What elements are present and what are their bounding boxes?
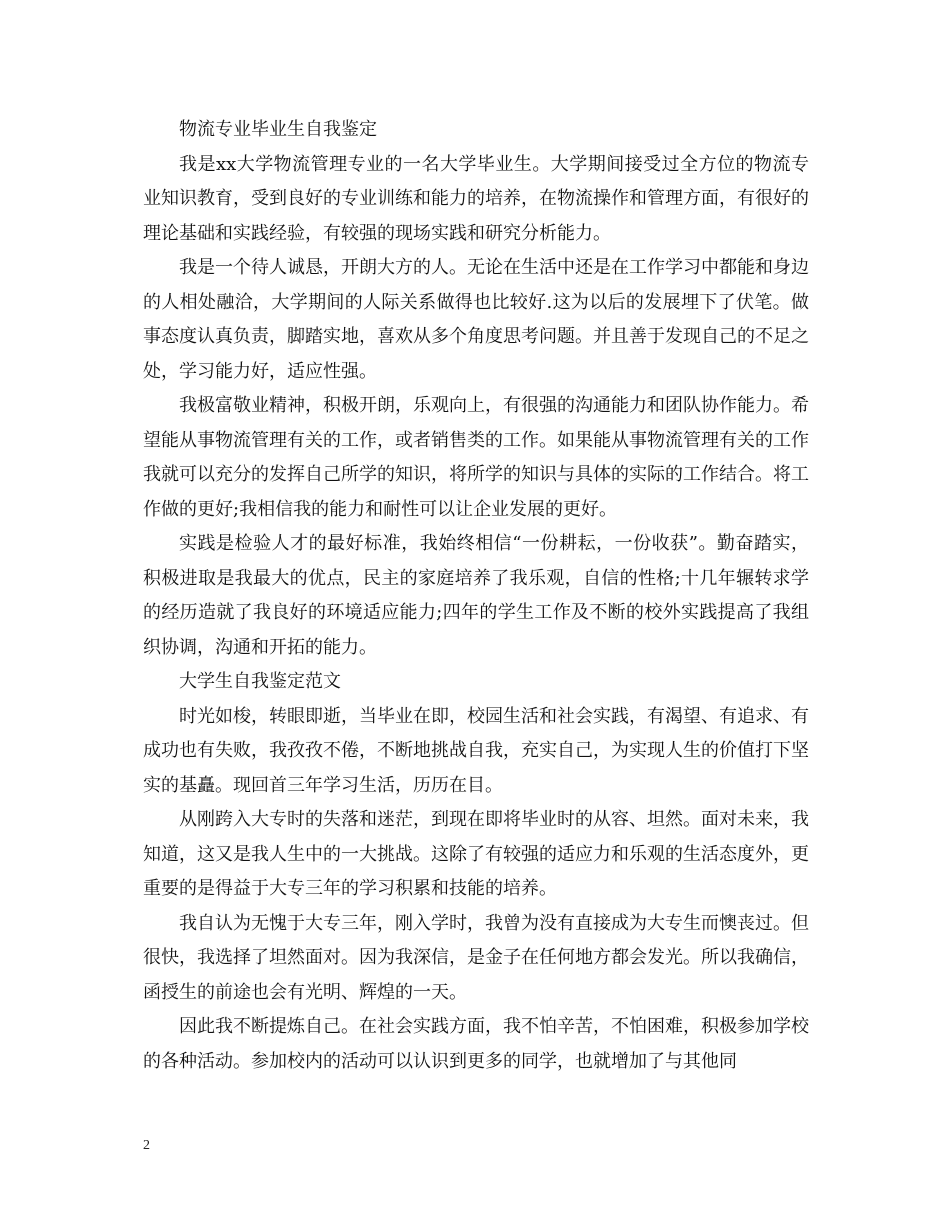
page-number: 2 <box>143 1138 150 1153</box>
paragraph: 因此我不断提炼自己。在社会实践方面，我不怕辛苦，不怕困难，积极参加学校的各种活动。参加校内的活动可以认识到更多的同学，也就增加了与其他同 <box>143 1016 809 1072</box>
document-body <box>143 113 809 1079</box>
paragraph: 我是xx大学物流管理专业的一名大学毕业生。大学期间接受过全方位的物流专业知识教育，受到良好的专业训练和能力的培养，在物流操作和管理方面，有很好的理论基础和实践经验，有较强的现场实践和研究分析能力。 <box>143 153 809 244</box>
paragraph: 实践是检验人才的最好标准，我始终相信“一份耕耘，一份收获”。勤奋踏实，积极进取是我最大的优点，民主的家庭培养了我乐观，自信的性格;十几年辗转求学的经历造就了我良好的环境适应能力;四年的学生工作及不断的校外实践提高了我组织协调，沟通和开拓的能力。 <box>143 533 809 658</box>
paragraph: 我自认为无愧于大专三年，刚入学时，我曾为没有直接成为大专生而懊丧过。但很快，我选择了坦然面对。因为我深信，是金子在任何地方都会发光。所以我确信，函授生的前途也会有光明、辉煌的一天。 <box>143 912 809 1003</box>
paragraph: 我极富敬业精神，积极开朗，乐观向上，有很强的沟通能力和团队协作能力。希望能从事物流管理有关的工作，或者销售类的工作。如果能从事物流管理有关的工作我就可以充分的发挥自己所学的知识，将所学的知识与具体的实际的工作结合。将工作做的更好;我相信我的能力和耐性可以让企业发展的更好。 <box>143 395 809 520</box>
paragraph: 时光如梭，转眼即逝，当毕业在即，校园生活和社会实践，有渴望、有追求、有成功也有失败，我孜孜不倦，不断地挑战自我，充实自己，为实现人生的价值打下坚实的基矗。现回首三年学习生活，历历在目。 <box>143 705 809 796</box>
section-title-university: 大学生自我鉴定范文 <box>179 671 341 692</box>
section-title-logistics: 物流专业毕业生自我鉴定 <box>179 119 377 140</box>
paragraph: 我是一个待人诚恳，开朗大方的人。无论在生活中还是在工作学习中都能和身边的人相处融洽，大学期间的人际关系做得也比较好.这为以后的发展埋下了伏笔。做事态度认真负责，脚踏实地，喜欢从多个角度思考问题。并且善于发现自己的不足之处，学习能力好，适应性强。 <box>143 257 809 382</box>
paragraph: 从刚跨入大专时的失落和迷茫，到现在即将毕业时的从容、坦然。面对未来，我知道，这又是我人生中的一大挑战。这除了有较强的适应力和乐观的生活态度外，更重要的是得益于大专三年的学习积累和技能的培养。 <box>143 809 809 899</box>
